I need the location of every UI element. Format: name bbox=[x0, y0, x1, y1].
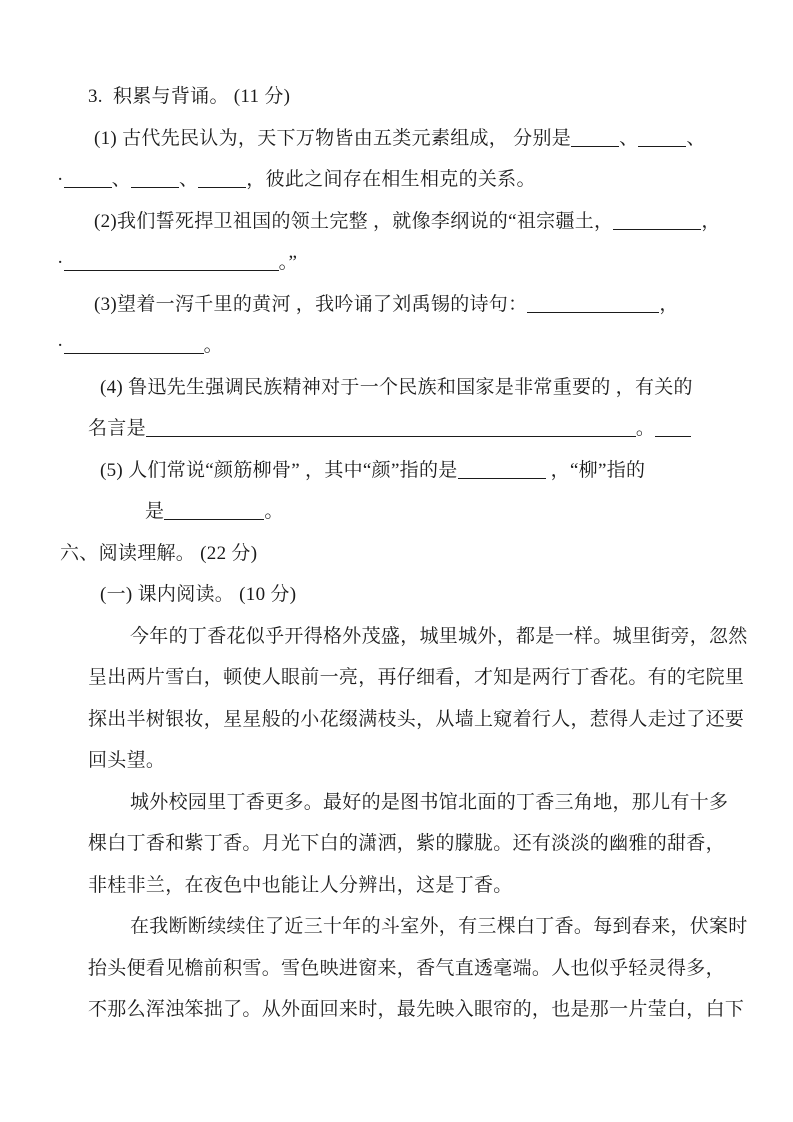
leader-dot: · bbox=[57, 252, 64, 273]
passage-text: 在我断断续续住了近三十年的斗室外，有三棵白丁香。每到春来，伏案时 bbox=[130, 916, 748, 937]
separator: 、 bbox=[619, 127, 639, 149]
answer-blank bbox=[146, 420, 636, 437]
q3-item-1-continuation bbox=[0, 159, 793, 201]
q3-item-1-tail: ，彼此之间存在相生相克的关系。 bbox=[246, 169, 536, 190]
section-6-heading-text: 六、阅读理解。 (22 分) bbox=[60, 542, 258, 564]
passage-p3-line3 bbox=[0, 989, 793, 1031]
q3-item-5-line1-pre: (5) 人们常说“颜筋柳骨” ，其中“颜”指的是 bbox=[100, 459, 458, 481]
answer-blank bbox=[458, 462, 546, 479]
passage-p2-line1 bbox=[0, 782, 793, 824]
leader-dot: · bbox=[57, 335, 64, 356]
q3-item-4-line2 bbox=[0, 408, 793, 450]
answer-blank bbox=[64, 171, 112, 188]
passage-p1-line1 bbox=[0, 616, 793, 658]
answer-blank bbox=[527, 296, 659, 313]
separator: 、 bbox=[686, 127, 706, 149]
passage-text: 呈出两片雪白，顿使人眼前一亮，再仔细看，才知是两行丁香花。有的宅院里 bbox=[88, 667, 745, 688]
separator: 、 bbox=[111, 169, 131, 190]
passage-p1-line3 bbox=[0, 699, 793, 741]
answer-blank bbox=[198, 171, 246, 188]
passage-p1-line2 bbox=[0, 657, 793, 699]
q3-item-5-line2 bbox=[0, 491, 793, 533]
q3-item-3-text: (3)望着一泻千里的黄河 ，我吟诵了刘禹锡的诗句： bbox=[94, 293, 528, 315]
passage-p2-line3 bbox=[0, 865, 793, 907]
q3-item-2-continuation bbox=[0, 242, 793, 284]
q3-item-4-text: (4) 鲁迅先生强调民族精神对于一个民族和国家是非常重要的 ，有关的 bbox=[100, 376, 693, 398]
q3-item-5-line2-tail: 。 bbox=[264, 501, 284, 522]
q3-item-4-line2-pre: 名言是 bbox=[88, 418, 146, 439]
passage-text: 抬头便看见檐前积雪。雪色映进窗来，香气直透毫端。人也似乎轻灵得多， bbox=[88, 957, 725, 979]
q3-item-1-text: (1) 古代先民认为，天下万物皆由五类元素组成， 分别是 bbox=[94, 127, 572, 149]
answer-blank bbox=[131, 171, 179, 188]
passage-p1-line4 bbox=[0, 740, 793, 782]
passage-p3-line2 bbox=[0, 948, 793, 990]
section-6-sub1-heading bbox=[0, 574, 793, 616]
section-3-heading bbox=[0, 76, 793, 118]
passage-text: 今年的丁香花似乎开得格外茂盛，城里城外，都是一样。城里街旁，忽然 bbox=[130, 625, 748, 647]
q3-item-2 bbox=[0, 201, 793, 243]
answer-blank bbox=[64, 254, 279, 271]
section-3-heading-text: 3. 积累与背诵。 (11 分) bbox=[88, 86, 291, 107]
separator: 、 bbox=[178, 169, 199, 190]
answer-blank bbox=[571, 130, 619, 147]
q3-item-2-tail: ， bbox=[701, 210, 721, 232]
q3-item-3-cont-tail: 。 bbox=[203, 335, 223, 356]
q3-item-1 bbox=[0, 118, 793, 160]
passage-p3-line1 bbox=[0, 906, 793, 948]
passage-text: 回头望。 bbox=[88, 750, 166, 771]
q3-item-3-continuation bbox=[0, 325, 793, 367]
passage-p2-line2 bbox=[0, 823, 793, 865]
q3-item-4-line1 bbox=[0, 367, 793, 409]
q3-item-5-line1 bbox=[0, 450, 793, 492]
leader-dot: · bbox=[57, 169, 64, 190]
answer-blank bbox=[655, 420, 691, 437]
q3-item-5-line1-tail: ，“柳”指的 bbox=[545, 459, 646, 481]
passage-text: 棵白丁香和紫丁香。月光下白的潇洒，紫的朦胧。还有淡淡的幽雅的甜香， bbox=[88, 833, 725, 854]
answer-blank bbox=[638, 130, 686, 147]
section-6-heading bbox=[0, 533, 793, 575]
passage-text: 不那么浑浊笨拙了。从外面回来时，最先映入眼帘的，也是那一片莹白，白下 bbox=[88, 999, 745, 1020]
passage-text: 城外校园里丁香更多。最好的是图书馆北面的丁香三角地，那儿有十多 bbox=[130, 791, 729, 813]
passage-text: 非桂非兰，在夜色中也能让人分辨出，这是丁香。 bbox=[88, 874, 513, 896]
answer-blank bbox=[613, 213, 701, 230]
answer-blank bbox=[64, 337, 204, 354]
q3-item-4-line2-tail: 。 bbox=[635, 418, 656, 439]
q3-item-3-tail: ， bbox=[659, 293, 679, 315]
passage-text: 探出半树银妆，星星般的小花缀满枝头，从墙上窥着行人，惹得人走过了还要 bbox=[88, 708, 745, 730]
q3-item-5-line2-pre: 是 bbox=[145, 501, 165, 522]
q3-item-2-cont-tail: 。” bbox=[278, 252, 298, 273]
q3-item-3 bbox=[0, 284, 793, 326]
section-6-sub1-text: (一) 课内阅读。 (10 分) bbox=[100, 584, 297, 605]
q3-item-2-text: (2)我们誓死捍卫祖国的领土完整 ，就像李纲说的“祖宗疆土， bbox=[94, 210, 614, 232]
answer-blank bbox=[164, 503, 264, 520]
